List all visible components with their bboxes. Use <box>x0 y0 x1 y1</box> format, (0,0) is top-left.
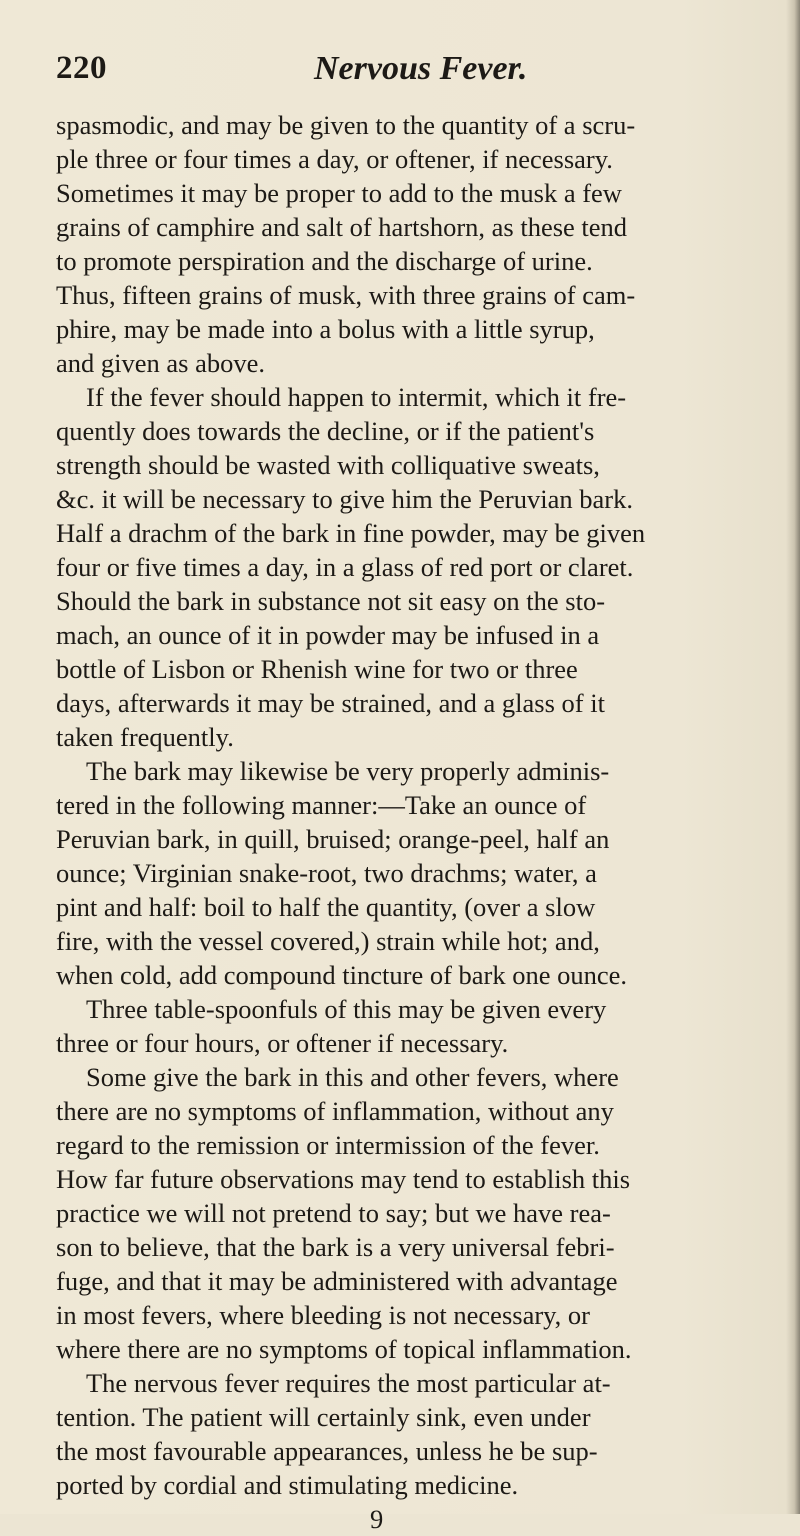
text-line: taken frequently. <box>56 722 234 752</box>
page-number: 220 <box>56 50 107 86</box>
text-line: fire, with the vessel covered,) strain while hot; and, <box>56 926 600 956</box>
text-line: ported by cordial and stimulating medicine. <box>56 1470 519 1500</box>
signature-mark: 9 <box>370 1504 384 1534</box>
text-line: ounce; Virginian snake-root, two drachms; water, a <box>56 858 597 888</box>
text-line: there are no symptoms of inflammation, without any <box>56 1096 614 1126</box>
text-line: to promote perspiration and the discharge of urine. <box>56 246 593 276</box>
text-line: strength should be wasted with colliquative sweats, <box>56 450 600 480</box>
text-line: son to believe, that the bark is a very universal febri- <box>56 1232 615 1262</box>
text-line: regard to the remission or intermission of the fever. <box>56 1130 600 1160</box>
text-line: grains of camphire and salt of hartshorn, as these tend <box>56 212 628 242</box>
text-line: &c. it will be necessary to give him the Peruvian bark. <box>56 484 633 514</box>
page-edge-shadow <box>786 0 800 1514</box>
text-line: tention. The patient will certainly sink, even under <box>56 1402 591 1432</box>
text-line: three or four hours, or oftener if necessary. <box>56 1028 509 1058</box>
text-line: Peruvian bark, in quill, bruised; orange-peel, half an <box>56 824 610 854</box>
text-line: spasmodic, and may be given to the quantity of a scru- <box>56 110 636 140</box>
text-line: when cold, add compound tincture of bark one ounce. <box>56 960 628 990</box>
text-line: bottle of Lisbon or Rhenish wine for two or three <box>56 654 578 684</box>
text-line: tered in the following manner:—Take an ounce of <box>56 790 587 820</box>
running-title: Nervous Fever. <box>314 50 528 87</box>
paragraph-start-line: Three table-spoonfuls of this may be given every <box>86 994 607 1024</box>
paragraph-start-line: The nervous fever requires the most particular at- <box>86 1368 611 1398</box>
text-line: the most favourable appearances, unless he be sup- <box>56 1436 598 1466</box>
text-line: pint and half: boil to half the quantity, (over a slow <box>56 892 596 922</box>
text-line: days, afterwards it may be strained, and a glass of it <box>56 688 605 718</box>
text-line: where there are no symptoms of topical inflammation. <box>56 1334 632 1364</box>
text-line: fuge, and that it may be administered with advantage <box>56 1266 618 1296</box>
paragraph-start-line: The bark may likewise be very properly adminis- <box>86 756 610 786</box>
text-line: ple three or four times a day, or oftener, if necessary. <box>56 144 613 174</box>
text-line: four or five times a day, in a glass of red port or claret. <box>56 552 634 582</box>
text-line: Sometimes it may be proper to add to the musk a few <box>56 178 622 208</box>
text-line: Should the bark in substance not sit easy on the sto- <box>56 586 606 616</box>
text-line: and given as above. <box>56 348 265 378</box>
paragraph-start-line: Some give the bark in this and other fevers, where <box>86 1062 619 1092</box>
text-line: in most fevers, where bleeding is not necessary, or <box>56 1300 591 1330</box>
text-line: Half a drachm of the bark in fine powder, may be given <box>56 518 646 548</box>
text-line: phire, may be made into a bolus with a little syrup, <box>56 314 595 344</box>
text-line: mach, an ounce of it in powder may be infused in a <box>56 620 600 650</box>
text-line: Thus, fifteen grains of musk, with three grains of cam- <box>56 280 636 310</box>
text-line: How far future observations may tend to establish this <box>56 1164 631 1194</box>
running-head <box>56 50 740 100</box>
text-line: quently does towards the decline, or if the patient's <box>56 416 595 446</box>
body-text <box>56 108 756 1536</box>
text-line: practice we will not pretend to say; but we have rea- <box>56 1198 611 1228</box>
paragraph-start-line: If the fever should happen to intermit, which it fre- <box>86 382 627 412</box>
